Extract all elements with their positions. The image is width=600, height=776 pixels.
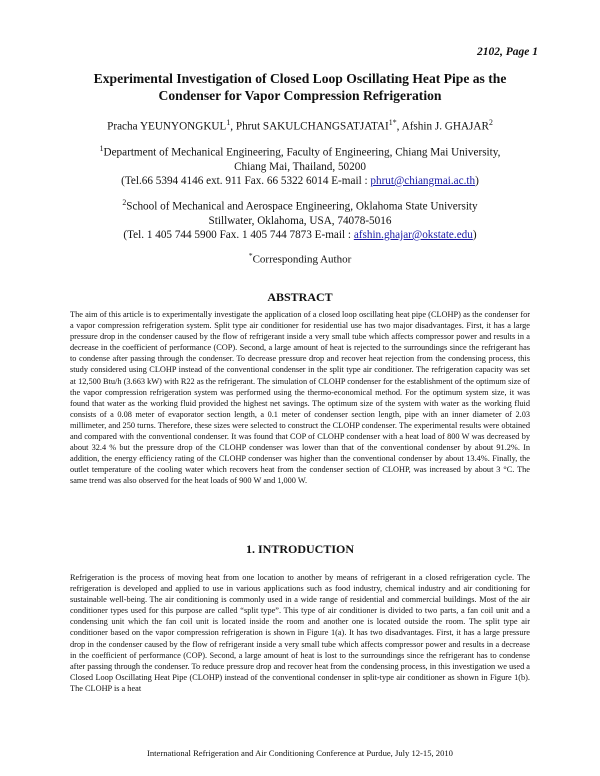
paper-title xyxy=(60,70,540,104)
affiliation-2-line-2: Stillwater, Oklahoma, USA, 74078-5016 xyxy=(208,214,392,227)
author-1-affiliation-mark: 1 xyxy=(226,118,231,127)
page-label: , Page 1 xyxy=(499,46,538,58)
affiliation-1-department: Department of Mechanical Engineering, Faculty of Engineering, Chiang Mai University, xyxy=(103,146,501,159)
title-line-2: Condenser for Vapor Compression Refrigeration xyxy=(158,88,442,103)
affiliation-2-contact-close: ) xyxy=(472,228,477,241)
page-number xyxy=(477,46,538,58)
affiliation-1-line-2: Chiang Mai, Thailand, 50200 xyxy=(234,160,366,173)
abstract-heading: ABSTRACT xyxy=(267,290,333,304)
introduction-heading: 1. INTRODUCTION xyxy=(245,542,354,556)
paper-number: 2102 xyxy=(476,46,500,58)
author-list xyxy=(60,118,540,133)
author-2-affiliation-mark: 1* xyxy=(388,118,397,127)
affiliation-1 xyxy=(60,142,540,188)
author-3-affiliation-mark: 2 xyxy=(488,118,493,127)
corresponding-author-note xyxy=(60,251,540,266)
affiliation-2-line-1 xyxy=(60,196,540,214)
introduction-paragraph: Refrigeration is the process of moving heat from one location to another by means of refrigerant in a closed refrigeration cycle. The refrigeration is developed and applied to use in various applications such as food industry, chemical industry and air conditioning for sustainable well-being. The air conditioning is commonly used in a wide range of residential and commercial buildings. Most of the air conditioner types used for this purpose are called “split type”. This type of air conditioner is divided to two parts, a fan coil unit and a condensing unit which the fan coil unit is located inside the room and another one is located outside the room. The split type air conditioner based on the vapor compression refrigeration is shown in Figure 1(a). It has two disadvantages. First, it has a large pressure drop in the condenser caused by the flow of refrigerant inside a very small tube which affects compressor power and results in a decrease in the coefficient of performance (COP). Second, a large amount of heat is lost to the surroundings since the refrigerant has to condense after passing through the condenser. To reduce pressure drop and recover heat from the condensing process, in this investigation we used a Closed Loop Oscillating Heat Pipe (CLOHP) instead of the conventional condenser in split-type air conditioner as shown in Figure 1(b). The CLOHP is a heat xyxy=(70,573,530,693)
affiliation-1-line-3 xyxy=(60,174,540,188)
author-3: Afshin J. GHAJAR xyxy=(401,120,489,133)
author-separator: , xyxy=(230,120,236,133)
affiliation-2-line-3 xyxy=(60,228,540,242)
affiliation-2-contact: (Tel. 1 405 744 5900 Fax. 1 405 744 7873 E-mail : xyxy=(123,228,354,241)
author-1: Pracha YEUNYONGKUL xyxy=(107,120,227,133)
email-link-2[interactable]: afshin.ghajar@okstate.edu xyxy=(353,228,473,241)
affiliation-1-contact: (Tel.66 5394 4146 ext. 911 Fax. 66 5322 6014 E-mail : xyxy=(121,174,371,187)
affiliation-2-department: School of Mechanical and Aerospace Engineering, Oklahoma State University xyxy=(126,200,478,213)
corresponding-mark: * xyxy=(248,251,253,260)
affiliation-1-mark: 1 xyxy=(99,144,104,153)
affiliation-2-mark: 2 xyxy=(122,198,127,207)
author-separator: , xyxy=(396,120,402,133)
author-2: Phrut SAKULCHANGSATJATAI xyxy=(235,120,389,133)
email-link-1[interactable]: phrut@chiangmai.ac.th xyxy=(370,174,476,187)
affiliation-2 xyxy=(60,196,540,242)
affiliation-1-line-1 xyxy=(60,142,540,160)
title-line-1: Experimental Investigation of Closed Loop Oscillating Heat Pipe as the xyxy=(93,71,507,86)
page-footer: International Refrigeration and Air Conditioning Conference at Purdue, July 12-15, 2010 xyxy=(147,748,453,758)
corresponding-text: Corresponding Author xyxy=(252,253,352,266)
affiliation-1-contact-close: ) xyxy=(475,174,479,187)
abstract-paragraph: The aim of this article is to experimentally investigate the application of a closed loop oscillating heat pipe (CLOHP) as the condenser for a vapor compression refrigeration system. Split type air conditioner for residential use has two major disadvantages. First, it has a large pressure drop in the condenser caused by the flow of refrigerant inside a very small tube which affects compressor power and results in a decrease in the coefficient of performance (COP). Second, a large amount of heat is rejected to the surroundings since the refrigerant has to condense after passing through the condenser. To decrease pressure drop and recover heat rejection from the condensing process, this study considered using CLOHP instead of the conventional condenser in the split type air conditioner. The refrigeration capacity was set at 12,500 Btu/h (3.663 kW) with R22 as the refrigerant. The simulation of CLOHP condenser for the establishment of the optimum size of the vapor compression refrigeration system was performed using the thermo-economical method. For the optimum system size, it was found that water as the working fluid provided the highest net savings. The optimum size of the system with water as the working fluid consists of a 0.08 meter of evaporator section length, a 0.1 meter of condenser section length, pipe with an inner diameter of 2.03 millimeter, and 250 turns. Therefore, these sizes were selected to construct the CLOHP condenser. The experimental results were obtained and compared with the conventional condenser. It was found that COP of CLOHP condenser with a heat load of 800 W was decreased by about 32.4 % but the pressure drop of the CLOHP condenser was lower than that of the conventional condenser by about 91.2%. In addition, the energy efficiency rating of the CLOHP condenser was higher than the conventional condenser by about 13.4%. Finally, the outlet temperature of the cooling water which recovers heat from the condenser section of CLOHP, was increased by about 3 °C. The same trend was also observed for the heat loads of 900 W and 1,000 W. xyxy=(70,310,530,486)
